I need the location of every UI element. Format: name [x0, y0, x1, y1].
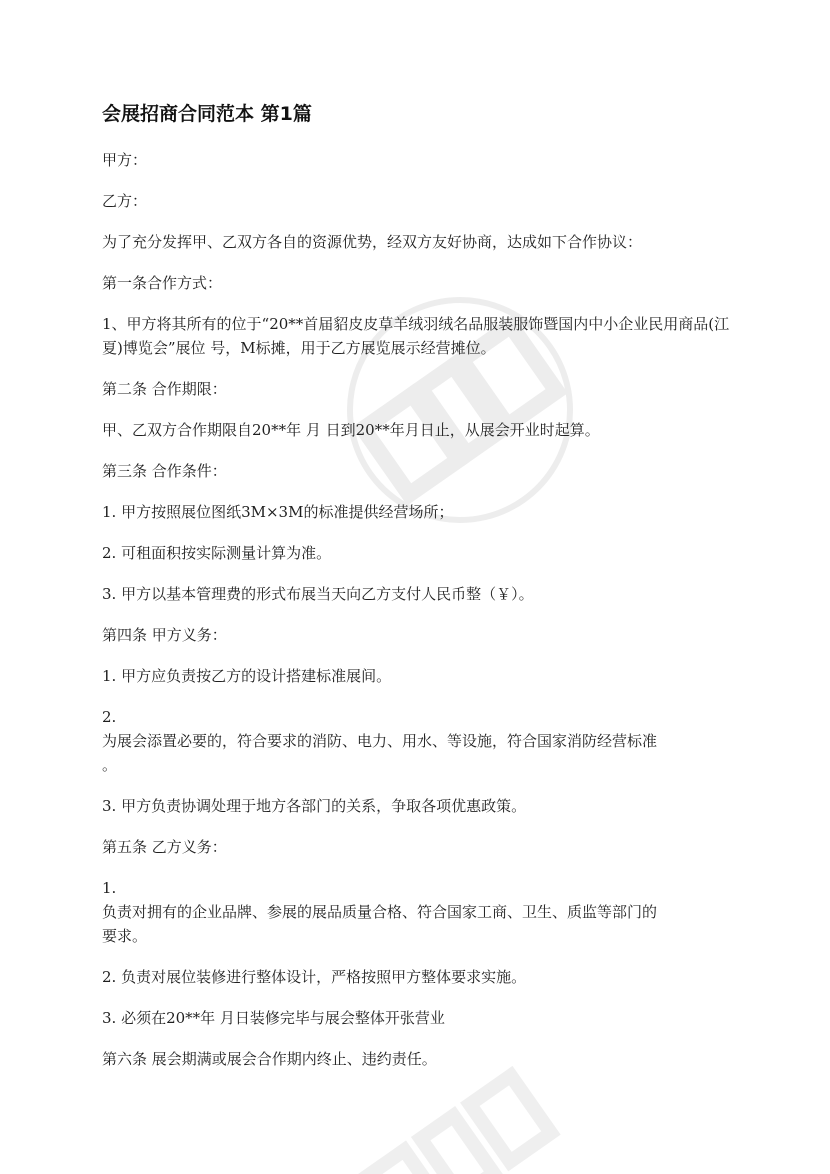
article-5-item-1: [102, 876, 732, 948]
article-3-item-3: 3. 甲方以基本管理费的形式布展当天向乙方支付人民币整（￥）。: [102, 585, 534, 603]
article-4-item-2: [102, 705, 732, 777]
article-4-heading: 第四条 甲方义务：: [102, 626, 227, 644]
article-3-heading: 第三条 合作条件：: [102, 462, 227, 480]
article-2-body: 甲、乙双方合作期限自20**年 月 日到20**年月日止，从展会开业时起算。: [102, 421, 600, 439]
preamble-paragraph: 为了充分发挥甲、乙双方各自的资源优势，经双方友好协商，达成如下合作协议：: [102, 233, 643, 251]
document-body: [102, 100, 732, 1088]
article-4-item-1: 1. 甲方应负责按乙方的设计搭建标准展间。: [102, 667, 392, 685]
article-5-item-2: 2. 负责对展位装修进行整体设计，严格按照甲方整体要求实施。: [102, 968, 527, 986]
article-3-item-1: 1. 甲方按照展位图纸3M×3M的标准提供经营场所；: [102, 503, 454, 521]
article-4-item-2-text: 为展会添置必要的，符合要求的消防、电力、用水、等设施，符合国家消防经营标准: [102, 732, 658, 750]
article-5-item-1-number: 1.: [102, 879, 117, 897]
article-5-heading: 第五条 乙方义务：: [102, 838, 227, 856]
article-5-item-1-tail: 要求。: [102, 927, 148, 945]
party-b-label: 乙方：: [102, 192, 148, 210]
article-2-heading: 第二条 合作期限：: [102, 380, 227, 398]
article-6-heading: 第六条 展会期满或展会合作期内终止、违约责任。: [102, 1050, 437, 1068]
article-3-item-2: 2. 可租面积按实际测量计算为准。: [102, 544, 332, 562]
article-5-item-3: 3. 必须在20**年 月日装修完毕与展会整体开张营业: [102, 1009, 445, 1027]
article-4-item-2-tail: 。: [102, 756, 118, 774]
document-title: 会展招商合同范本 第1篇: [102, 103, 312, 125]
party-a-label: 甲方：: [102, 151, 148, 169]
article-4-item-3: 3. 甲方负责协调处理于地方各部门的关系，争取各项优惠政策。: [102, 797, 527, 815]
article-1-item-1: 1、甲方将其所有的位于“20**首届貂皮皮草羊绒羽绒名品服装服饰暨国内中小企业民用商品(江夏)博览会”展位 号，M标摊，用于乙方展览展示经营摊位。: [102, 315, 730, 357]
article-1-heading: 第一条合作方式：: [102, 274, 223, 292]
article-5-item-1-text: 负责对拥有的企业品牌、参展的展品质量合格、符合国家工商、卫生、质监等部门的: [102, 903, 658, 921]
article-4-item-2-number: 2.: [102, 708, 117, 726]
